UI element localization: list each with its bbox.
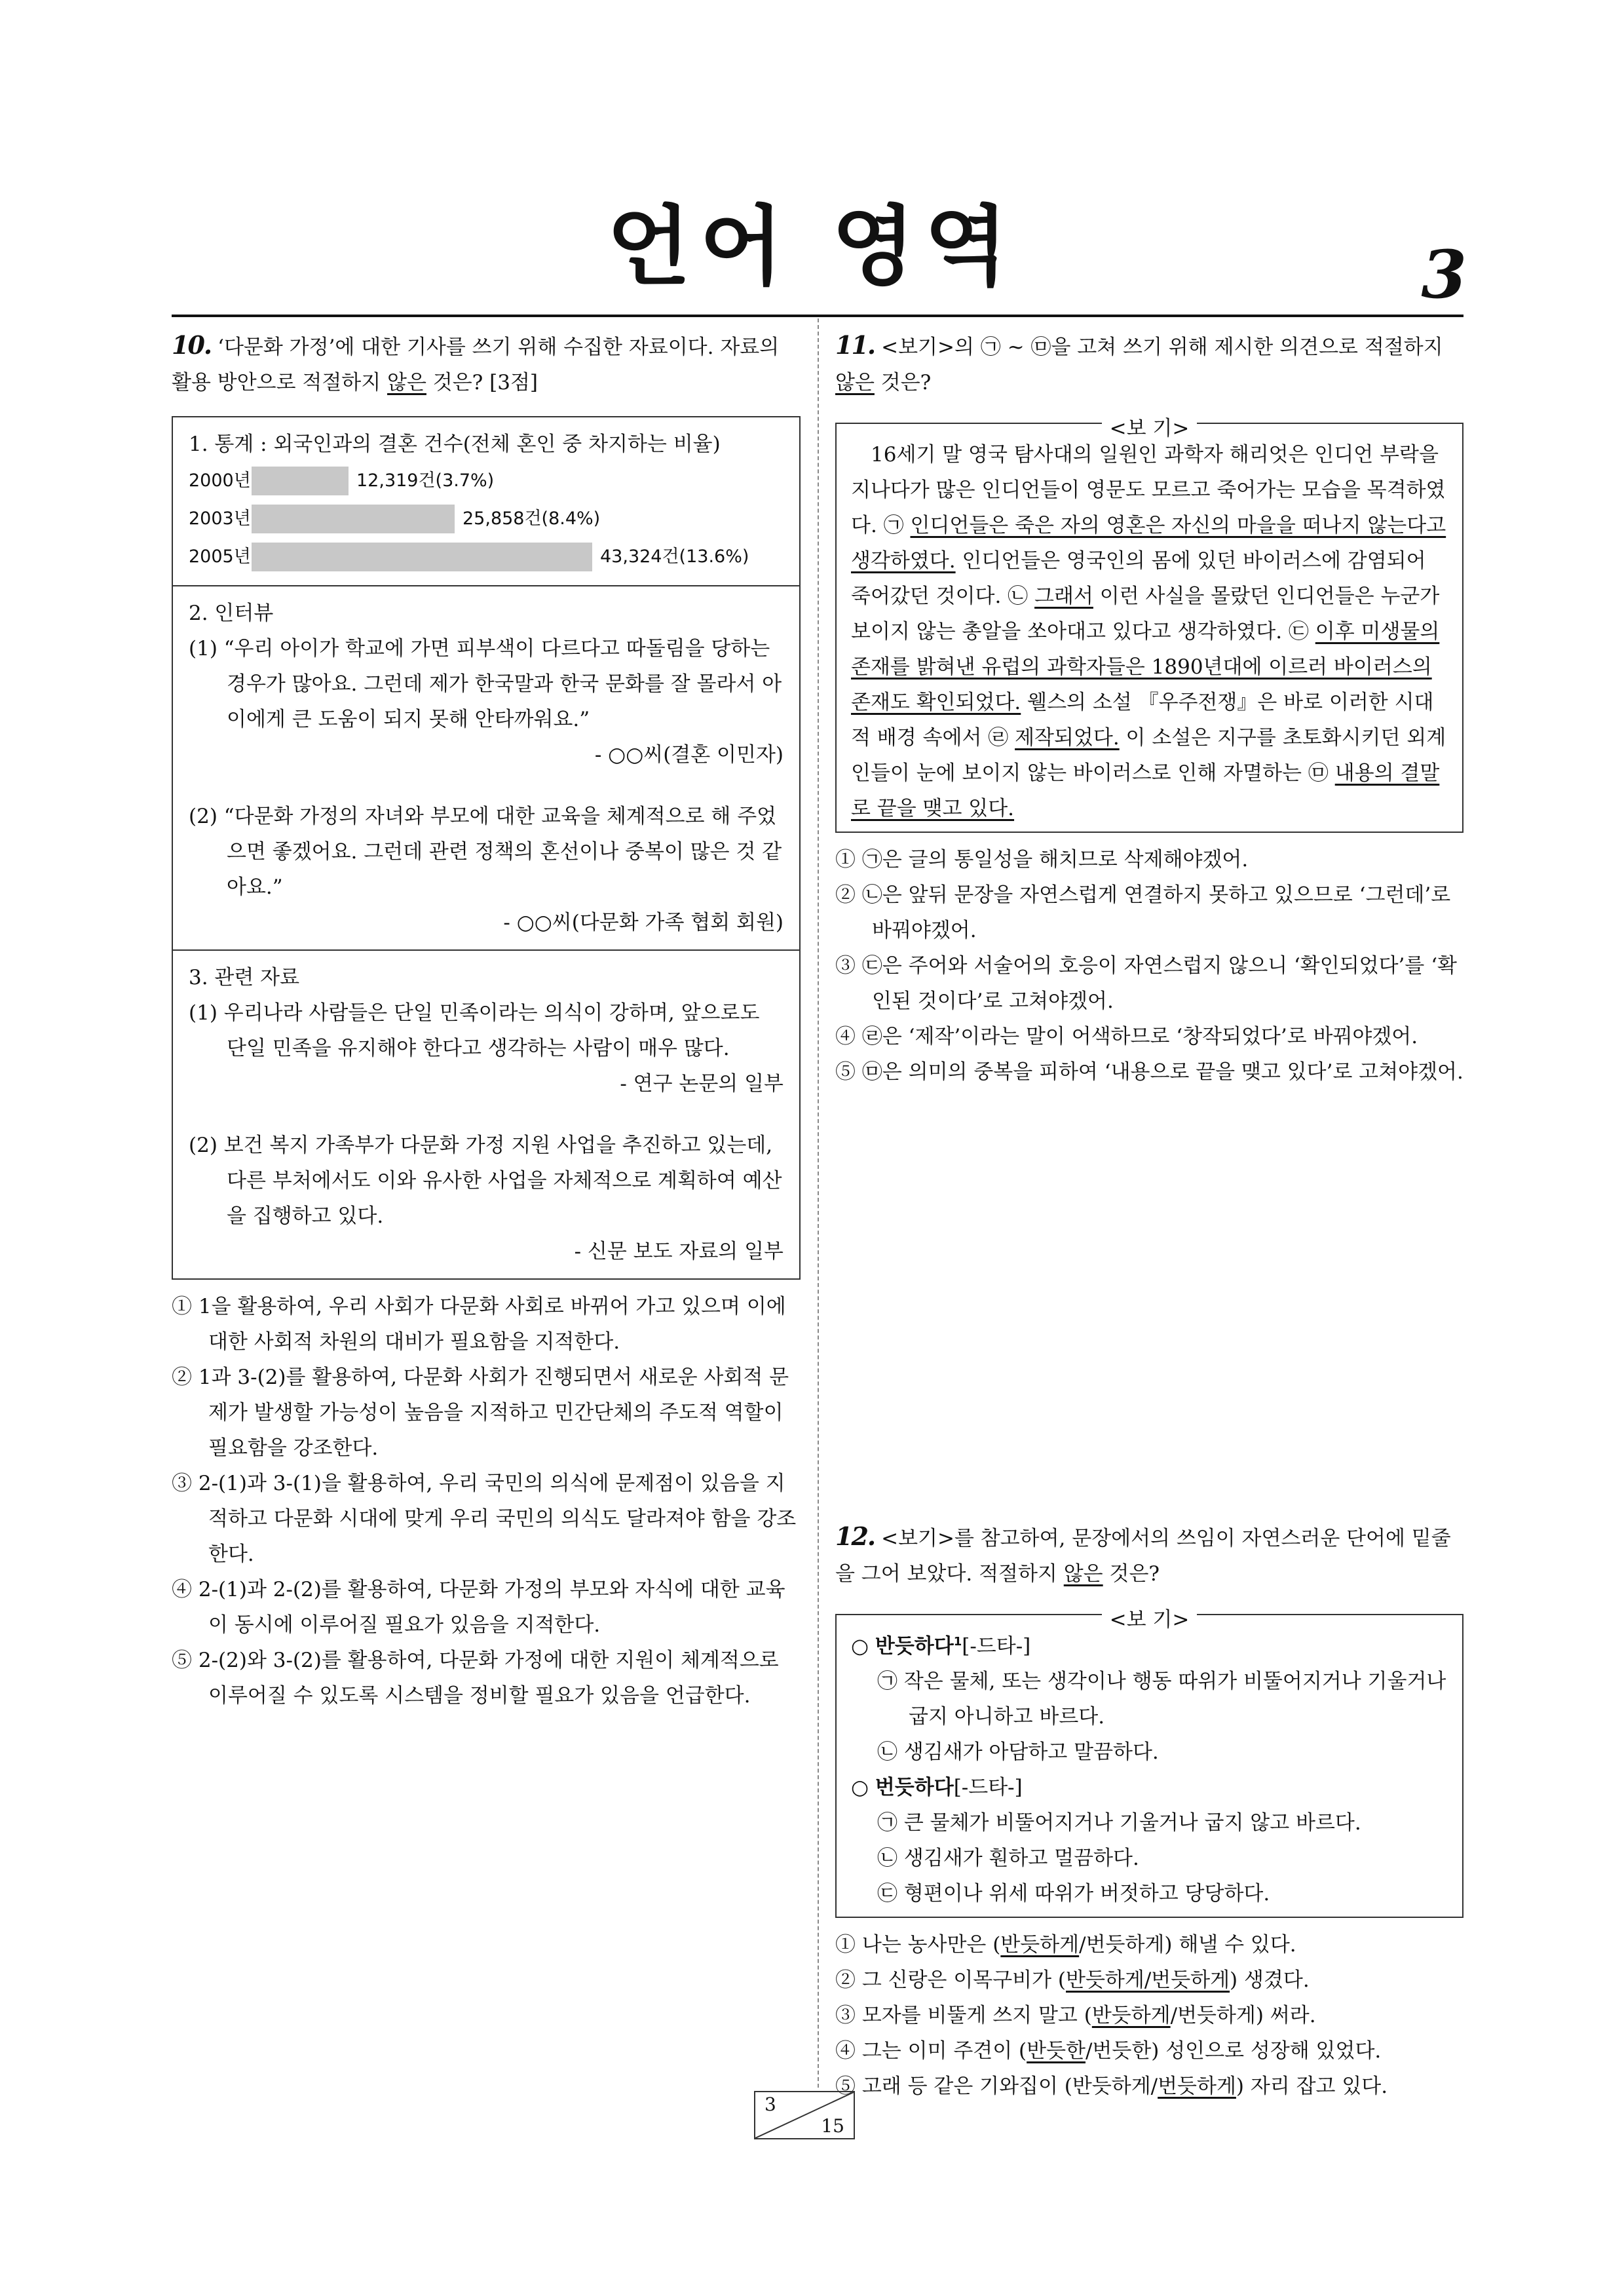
q11-option[interactable]: ④ ㉣은 ‘제작’이라는 말이 어색하므로 ‘창작되었다’로 바꿔야겠어. <box>835 1025 1418 1048</box>
exam-title: 언어 영역 <box>607 197 1017 297</box>
bar-category-label: 2000년 <box>189 470 251 491</box>
q10-option[interactable]: ③ 2-(1)과 3-(1)을 활용하여, 우리 국민의 의식에 문제점이 있음을 지적하고 다문화 시대에 맞게 우리 국민의 의식도 달라져야 함을 강조한다. <box>172 1472 797 1566</box>
q11-option[interactable]: ② ㉡은 앞뒤 문장을 자연스럽게 연결하지 못하고 있으므로 ‘그런데’로 바꿔야겠어. <box>835 883 1451 942</box>
dict-def: ㉡ 생김새가 훤하고 멀끔하다. <box>877 1846 1139 1871</box>
dict-def: ㉠ 작은 물체, 또는 생각이나 행동 따위가 비뚤어지거나 기울거나 굽지 아니하고 바르다. <box>877 1670 1446 1729</box>
q12-stem: 12. <보기>를 참고하여, 문장에서의 쓰임이 자연스러운 단어에 밑줄을 그어 보았다. 적절하지 않은 것은? <box>835 1521 1451 1586</box>
page-total: 15 <box>821 2115 844 2137</box>
question-12 <box>835 1519 1463 2104</box>
interview-section <box>173 586 799 951</box>
q10-number: 10. <box>172 330 212 360</box>
interview-1-source: - ○○씨(결혼 이민자) <box>594 743 784 767</box>
column-divider <box>818 318 819 2088</box>
q12-options <box>835 1927 1463 2104</box>
bar-row <box>189 462 784 500</box>
q10-options <box>172 1289 801 1713</box>
q12-option[interactable]: ① 나는 농사만은 (반듯하게/번듯하게) 해낼 수 있다. <box>835 1933 1296 1957</box>
page-number: 3 <box>1421 236 1467 313</box>
q10-stem: 10. ‘다문화 가정’에 대한 기사를 쓰기 위해 수집한 자료이다. 자료의 활용 방안으로 적절하지 않은 것은? [3점] <box>172 330 780 394</box>
q12-number: 12. <box>835 1521 875 1551</box>
related-1-source: - 연구 논문의 일부 <box>620 1072 784 1096</box>
bar-category-label: 2003년 <box>189 508 251 529</box>
page-current: 3 <box>765 2094 776 2115</box>
bar-value-label: 25,858건(8.4%) <box>463 508 601 529</box>
bar-value-label: 12,319건(3.7%) <box>356 470 495 491</box>
bar-row <box>189 500 784 538</box>
q10-option[interactable]: ④ 2-(1)과 2-(2)를 활용하여, 다문화 가정의 부모와 자식에 대한 교육이 동시에 이루어질 필요가 있음을 지적한다. <box>172 1578 785 1637</box>
bar <box>252 467 349 495</box>
bar-row <box>189 538 784 576</box>
question-11 <box>835 328 1463 1090</box>
dict-entry-1: ○ 반듯하다$^1$[-드타-] <box>851 1634 1031 1658</box>
related-2-source: - 신문 보도 자료의 일부 <box>574 1240 784 1263</box>
q10-materials-box <box>172 416 801 1280</box>
bogi-passage: 16세기 말 영국 탐사대의 일원인 과학자 해리엇은 인디언 부락을 지나다가 많은 인디언들이 영문도 모르고 죽어가는 모습을 목격하였다. ㉠ 인디언들은 죽은 자의 영혼은 자신의 마을을 떠나지 않는다고 생각하였다. 인디언들은 영국인의 몸에 있던 바이러스에 감염되어 죽어갔던 것이다. ㉡ 그래서 이런 사실을 몰랐던 인디언들은 누군가 보이지 않는 총알을 쏘아대고 있다고 생각하였다. ㉢ 이후 미생물의 존재를 밝혀낸 유럽의 과학자들은 1890년대에 이르러 바이러스의 존재도 확인되었다. 웰스의 소설 『우주전쟁』은 바로 이러한 시대적 배경 속에서 ㉣ 제작되었다. 이 소설은 지구를 초토화시키던 외계인들이 눈에 보이지 않는 바이러스로 인해 자멸하는 ㉤ 내용의 결말로 끝을 맺고 있다. <box>851 443 1446 820</box>
bar <box>252 543 592 571</box>
q10-option[interactable]: ② 1과 3-(2)를 활용하여, 다문화 사회가 진행되면서 새로운 사회적 문제가 발생할 가능성이 높음을 지적하고 민간단체의 주도적 역할이 필요함을 강조한다. <box>172 1366 789 1460</box>
stats-section <box>173 417 799 586</box>
related-section <box>173 951 799 1278</box>
q12-option[interactable]: ③ 모자를 비뚤게 쓰지 말고 (반듯하게/번듯하게) 써라. <box>835 2004 1316 2028</box>
q11-option[interactable]: ③ ㉢은 주어와 서술어의 호응이 자연스럽지 않으니 ‘확인되었다’를 ‘확인된 것이다’로 고쳐야겠어. <box>835 954 1457 1013</box>
q12-option[interactable]: ⑤ 고래 등 같은 기와집이 (반듯하게/번듯하게) 자리 잡고 있다. <box>835 2075 1388 2099</box>
related-title: 3. 관련 자료 <box>189 966 300 989</box>
dict-entry-2: ○ 번듯하다[-드타-] <box>851 1776 1023 1800</box>
q12-bogi-box <box>835 1608 1463 1918</box>
q12-option[interactable]: ② 그 신랑은 이목구비가 (반듯하게/번듯하게) 생겼다. <box>835 1968 1310 1993</box>
interview-2-source: - ○○씨(다문화 가족 협회 회원) <box>503 911 784 934</box>
bar-value-label: 43,324건(13.6%) <box>600 546 749 567</box>
bar-chart <box>189 462 784 576</box>
related-2: (2) 보건 복지 가족부가 다문화 가정 지원 사업을 추진하고 있는데, 다른 부처에서도 이와 유사한 사업을 자체적으로 계획하여 예산을 집행하고 있다. <box>189 1134 782 1228</box>
bogi-label: <보 기> <box>1102 1608 1198 1632</box>
q11-option[interactable]: ⑤ ㉤은 의미의 중복을 피하여 ‘내용으로 끝을 맺고 있다’로 고쳐야겠어. <box>835 1060 1463 1084</box>
dict-def: ㉢ 형편이나 위세 따위가 버젓하고 당당하다. <box>877 1882 1270 1906</box>
q11-option[interactable]: ① ㉠은 글의 통일성을 해치므로 삭제해야겠어. <box>835 848 1249 871</box>
q11-options <box>835 842 1463 1090</box>
bar-category-label: 2005년 <box>189 546 251 567</box>
interview-2: (2) “다문화 가정의 자녀와 부모에 대한 교육을 체계적으로 해 주었으면 좋겠어요. 그런데 관련 정책의 혼선이나 중복이 많은 것 같아요.” <box>189 805 782 899</box>
header-rule <box>172 315 1463 317</box>
page-counter <box>754 2091 855 2139</box>
stats-title: 1. 통계 : 외국인과의 결혼 건수(전체 혼인 중 차지하는 비율) <box>189 432 721 456</box>
interview-title: 2. 인터뷰 <box>189 602 274 625</box>
interview-1: (1) “우리 아이가 학교에 가면 피부색이 다르다고 따돌림을 당하는 경우가 많아요. 그런데 제가 한국말과 한국 문화를 잘 몰라서 아이에게 큰 도움이 되지 못해 안타까워요.” <box>189 637 782 731</box>
related-1: (1) 우리나라 사람들은 단일 민족이라는 의식이 강하며, 앞으로도 단일 민족을 유지해야 한다고 생각하는 사람이 매우 많다. <box>189 1001 760 1060</box>
q12-option[interactable]: ④ 그는 이미 주견이 (반듯한/번듯한) 성인으로 성장해 있었다. <box>835 2039 1382 2063</box>
dict-def: ㉡ 생김새가 아담하고 말끔하다. <box>877 1740 1159 1765</box>
dict-def: ㉠ 큰 물체가 비뚤어지거나 기울거나 굽지 않고 바르다. <box>877 1811 1361 1835</box>
q11-number: 11. <box>835 330 875 360</box>
question-10 <box>172 328 801 1713</box>
q10-option[interactable]: ① 1을 활용하여, 우리 사회가 다문화 사회로 바뀌어 가고 있으며 이에 대한 사회적 차원의 대비가 필요함을 지적한다. <box>172 1295 786 1354</box>
bar <box>252 505 455 533</box>
q11-stem: 11. <보기>의 ㉠ ~ ㉤을 고쳐 쓰기 위해 제시한 의견으로 적절하지 않은 것은? <box>835 330 1443 394</box>
q11-bogi-box <box>835 417 1463 833</box>
q10-option[interactable]: ⑤ 2-(2)와 3-(2)를 활용하여, 다문화 가정에 대한 지원이 체계적으로 이루어질 수 있도록 시스템을 정비할 필요가 있음을 언급한다. <box>172 1649 779 1708</box>
bogi-label: <보 기> <box>1102 417 1198 440</box>
